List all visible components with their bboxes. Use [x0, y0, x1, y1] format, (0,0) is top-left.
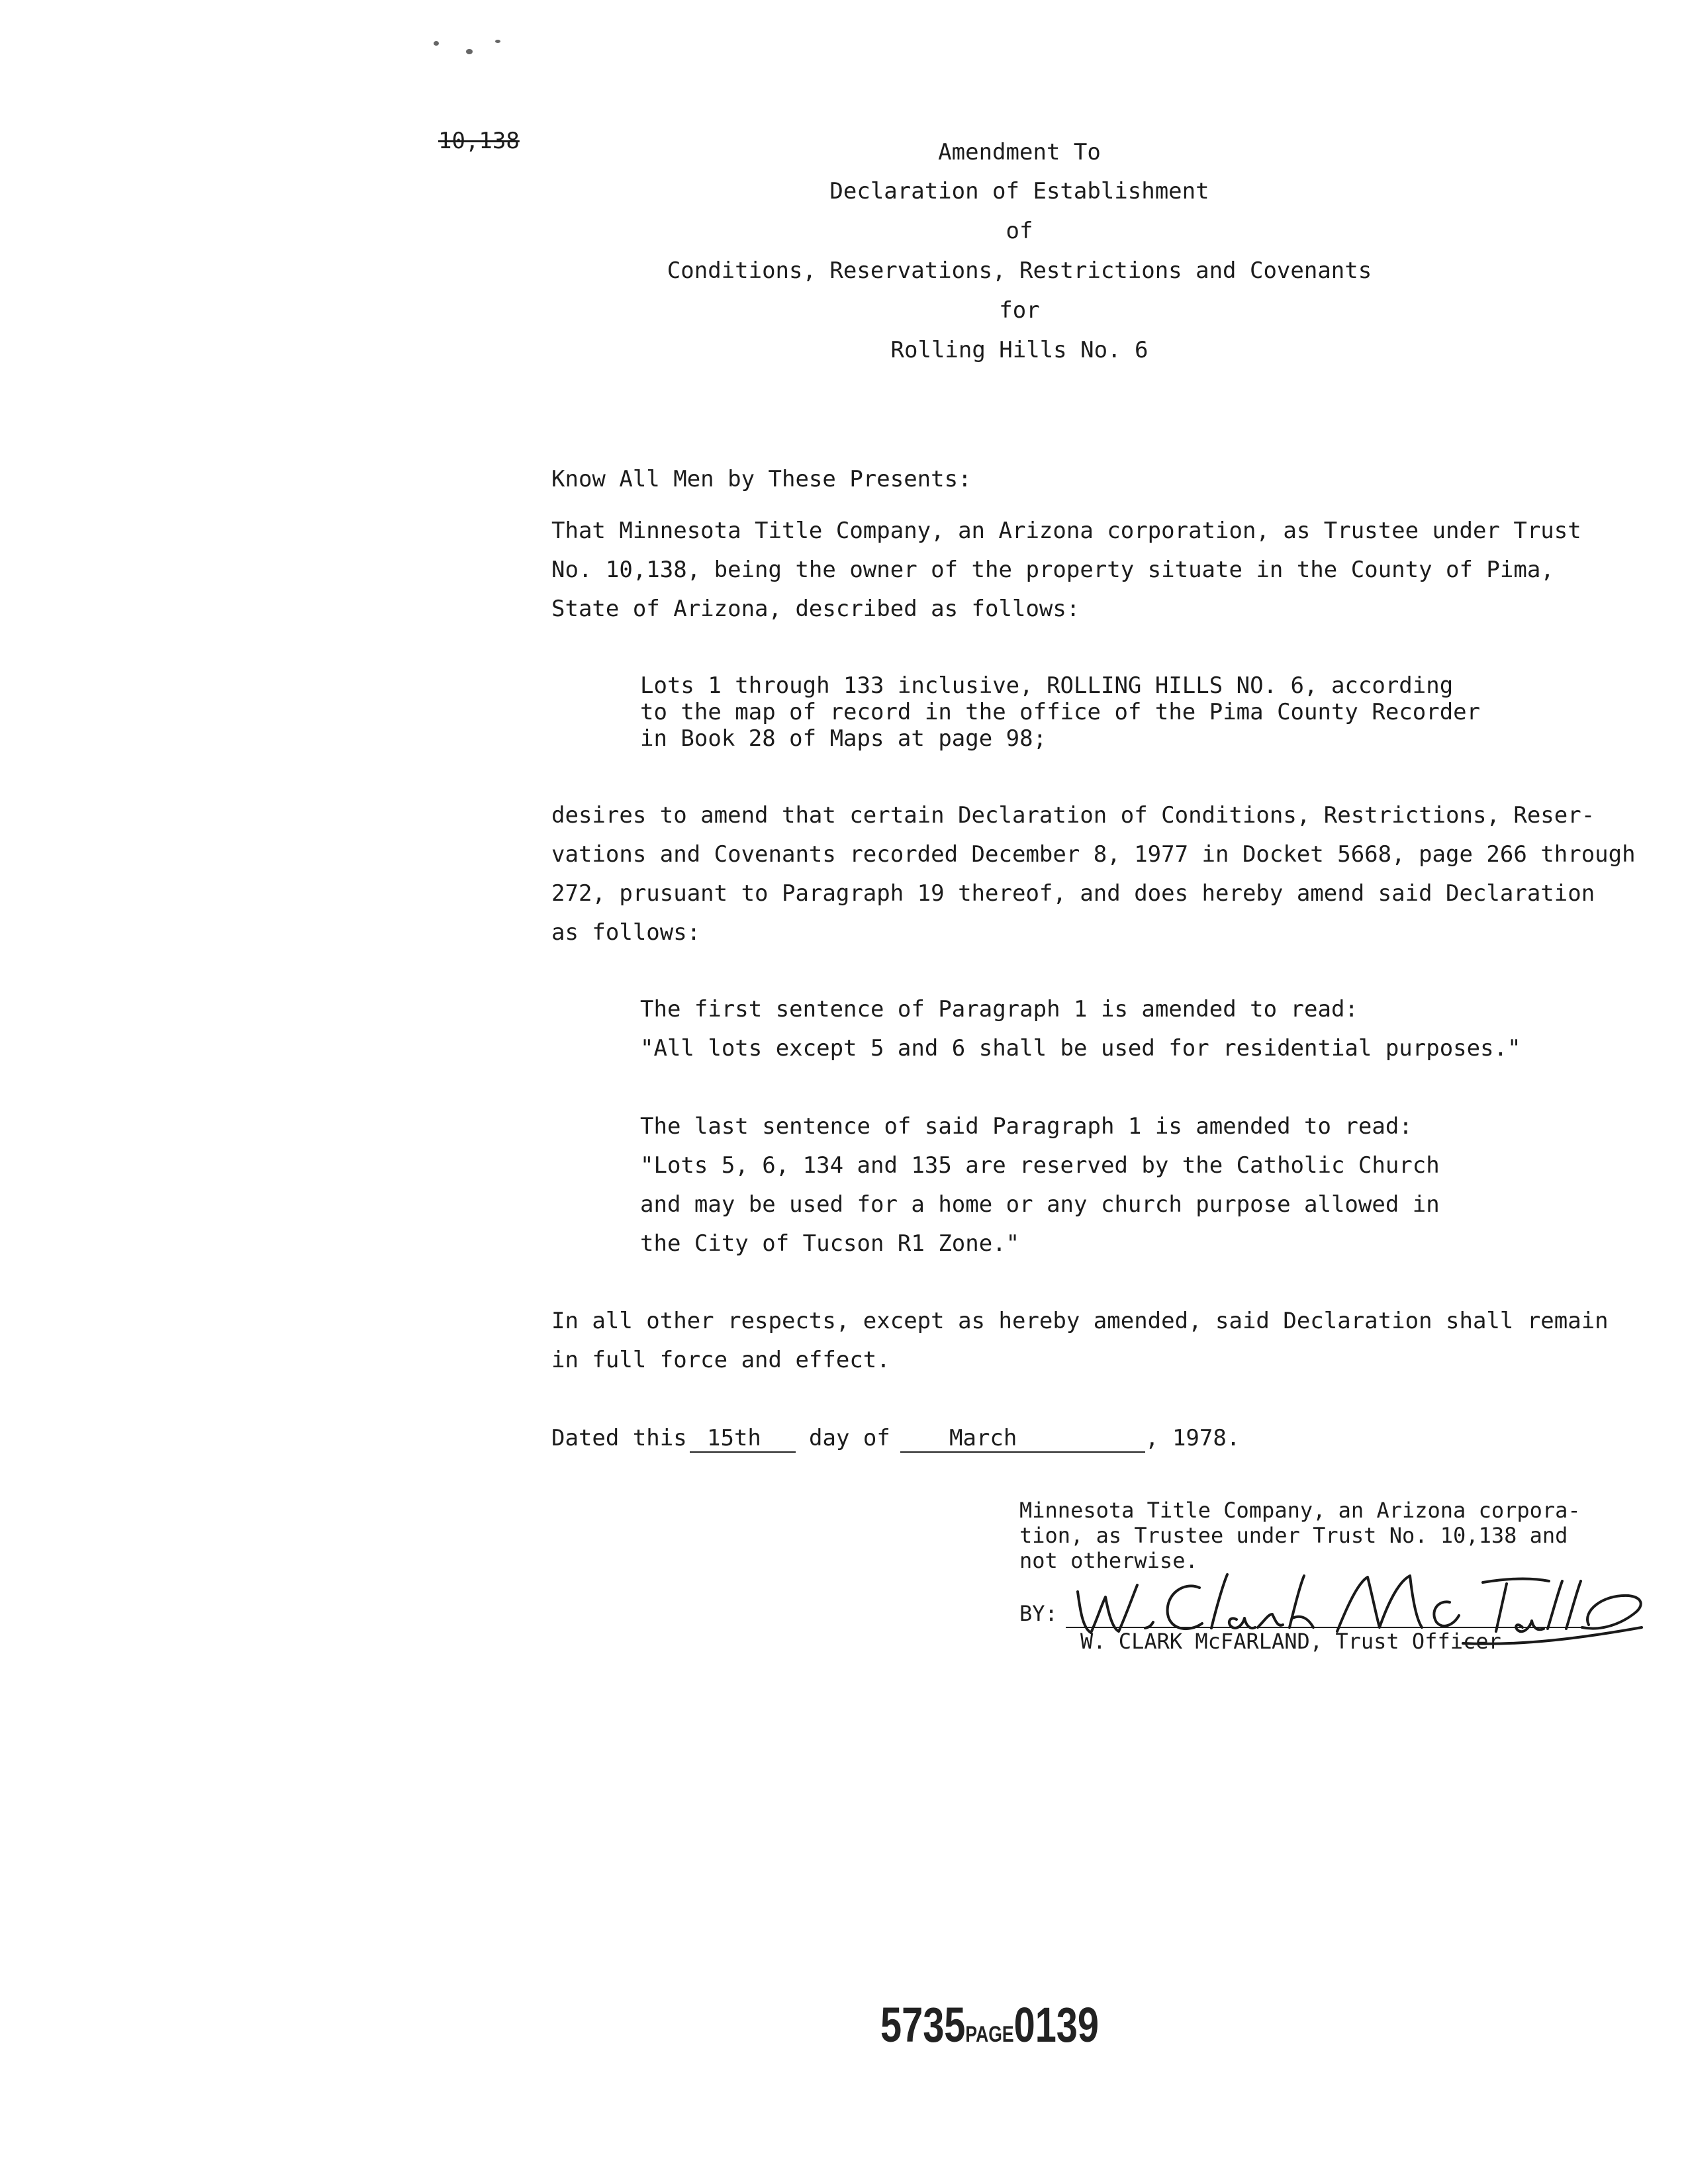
intro-line: State of Arizona, described as follows:: [551, 596, 1080, 622]
amend-intro-line: as follows:: [551, 919, 701, 946]
scan-speck: [466, 49, 473, 54]
title-line-2: Declaration of Establishment: [829, 178, 1209, 205]
signature-company-line: Minnesota Title Company, an Arizona corpora-: [1019, 1498, 1581, 1523]
title-line-6: Rolling Hills No. 6: [890, 337, 1149, 363]
legal-description-line: to the map of record in the office of the Pima County Recorder: [640, 699, 1481, 725]
legal-description-line: Lots 1 through 133 inclusive, ROLLING HILLS NO. 6, according: [640, 672, 1454, 699]
amend-intro-line: desires to amend that certain Declaration of Conditions, Restrictions, Reser-: [551, 802, 1595, 829]
amendment-2-line: and may be used for a home or any church purpose allowed in: [640, 1191, 1440, 1218]
amendment-2-line: the City of Tucson R1 Zone.": [640, 1230, 1020, 1257]
title-line-5: for: [999, 297, 1040, 324]
dated-prefix: Dated this: [551, 1425, 687, 1451]
document-number: 10,138: [438, 128, 520, 154]
signer-name-title: W. CLARK McFARLAND, Trust Officer: [1080, 1629, 1501, 1654]
scan-speck: [434, 41, 439, 46]
legal-description-line: in Book 28 of Maps at page 98;: [640, 725, 1047, 752]
intro-line: That Minnesota Title Company, an Arizona corporation, as Trustee under Trust: [551, 518, 1581, 544]
amendment-1-line: "All lots except 5 and 6 shall be used for residential purposes.": [640, 1035, 1521, 1062]
dated-month: March: [949, 1425, 1017, 1451]
title-line-1: Amendment To: [938, 139, 1101, 165]
stamp-page: 0139: [1013, 1997, 1100, 2052]
signature-company-line: tion, as Trustee under Trust No. 10,138 and: [1019, 1523, 1568, 1548]
dated-middle: day of: [809, 1425, 890, 1451]
amendment-2-line: "Lots 5, 6, 134 and 135 are reserved by the Catholic Church: [640, 1152, 1440, 1179]
salutation: Know All Men by These Presents:: [551, 466, 972, 492]
dated-year: , 1978.: [1145, 1425, 1241, 1451]
recording-stamp: [880, 1999, 1099, 2061]
amend-intro-line: 272, prusuant to Paragraph 19 thereof, and does hereby amend said Declaration: [551, 880, 1595, 907]
closing-line: In all other respects, except as hereby amended, said Declaration shall remain: [551, 1308, 1609, 1334]
title-line-3: of: [1006, 218, 1033, 244]
signature-company-line: not otherwise.: [1019, 1548, 1198, 1573]
dated-day-field: [690, 1425, 796, 1453]
dated-month-field: [900, 1425, 1145, 1453]
title-line-4: Conditions, Reservations, Restrictions and Covenants: [667, 257, 1372, 284]
dated-day: 15th: [707, 1425, 761, 1451]
amend-intro-line: vations and Covenants recorded December 8, 1977 in Docket 5668, page 266 through: [551, 841, 1636, 868]
by-label: BY:: [1019, 1601, 1058, 1626]
scan-speck: [495, 40, 500, 43]
intro-line: No. 10,138, being the owner of the property situate in the County of Pima,: [551, 557, 1554, 583]
closing-line: in full force and effect.: [551, 1347, 890, 1373]
amendment-1-line: The first sentence of Paragraph 1 is amended to read:: [640, 996, 1358, 1023]
stamp-docket: 5735: [880, 1997, 966, 2052]
stamp-page-label: PAGE: [965, 2022, 1014, 2047]
amendment-2-line: The last sentence of said Paragraph 1 is amended to read:: [640, 1113, 1413, 1140]
